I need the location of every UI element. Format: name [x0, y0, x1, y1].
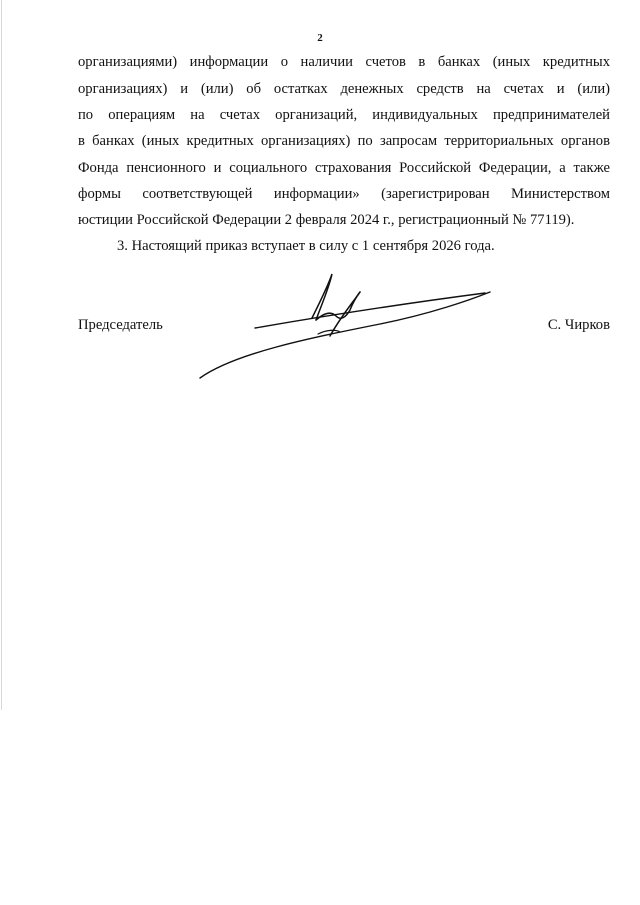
scan-edge-line	[1, 0, 2, 710]
signer-title: Председатель	[78, 317, 163, 333]
body-text-line: по операциям на счетах организаций, индивидуальных предпринимателей	[78, 107, 610, 123]
body-text-line: формы соответствующей информации» (зарегистрирован Министерством	[78, 186, 610, 202]
handwritten-signature-icon	[190, 268, 500, 388]
signer-name: С. Чирков	[547, 317, 610, 333]
body-text-line: Фонда пенсионного и социального страхования Российской Федерации, а также	[78, 160, 610, 176]
body-text-line: в банках (иных кредитных организациях) по запросам территориальных органов	[78, 133, 610, 149]
page-number: 2	[317, 32, 323, 44]
clause-3-text: 3. Настоящий приказ вступает в силу с 1 сентября 2026 года.	[117, 238, 495, 254]
body-text-line: организациями) информации о наличии счетов в банках (иных кредитных	[78, 54, 610, 70]
body-text-line: юстиции Российской Федерации 2 февраля 2024 г., регистрационный № 77119).	[78, 212, 575, 228]
body-text-line: организациях) и (или) об остатках денежных средств на счетах и (или)	[78, 81, 610, 97]
